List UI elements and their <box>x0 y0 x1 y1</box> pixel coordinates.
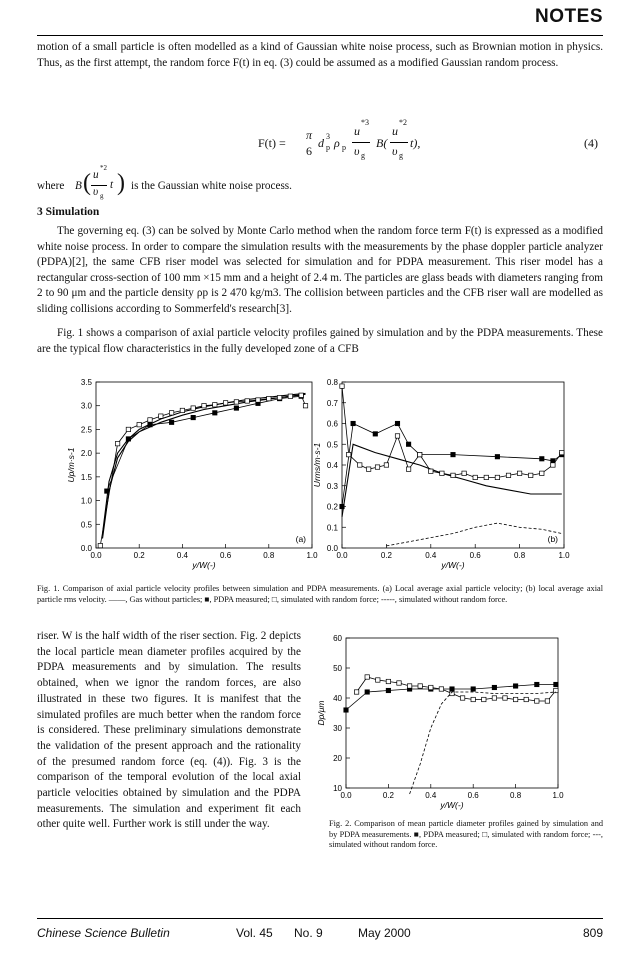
fig1b-marker <box>395 421 399 425</box>
fig1a-y-tick-label: 3.5 <box>80 378 92 387</box>
fig1b-marker <box>560 450 564 454</box>
fig1a-marker <box>234 406 238 410</box>
fig2-marker <box>429 685 433 689</box>
fig1b-y-tick-label: 0.6 <box>326 419 338 429</box>
fig2-marker <box>407 684 411 688</box>
fig2-marker <box>503 696 507 700</box>
fig2-marker <box>386 679 390 683</box>
fig2-marker <box>535 682 539 686</box>
fig1b-marker <box>506 473 510 477</box>
eq-vg-2: υ <box>392 144 398 158</box>
fig1a-y-tick-label: 2.5 <box>80 425 92 435</box>
fig1b-marker <box>495 475 499 479</box>
fig1b-y-tick-label: 0.8 <box>326 378 338 387</box>
where-u-sup: *2 <box>100 164 107 172</box>
fig1a-marker <box>299 393 303 397</box>
eq-frac-bar-1 <box>352 142 370 143</box>
fig1a-y-tick-label: 1.5 <box>80 472 92 482</box>
fig1b-marker <box>395 434 399 438</box>
fig1a-marker <box>213 403 217 407</box>
fig1b-marker <box>451 452 455 456</box>
eq-vg-sub: g <box>361 151 365 160</box>
fig1b-marker <box>418 452 422 456</box>
fig2-x-tick-label: 0.8 <box>510 791 522 800</box>
footer-journal: Chinese Science Bulletin <box>37 926 170 940</box>
fig1a-marker <box>159 414 163 418</box>
fig2-marker <box>418 684 422 688</box>
fig2-marker <box>535 699 539 703</box>
fig1a-marker <box>288 394 292 398</box>
fig1a-y-tick-label: 2.0 <box>80 449 92 459</box>
fig1b-marker <box>473 475 477 479</box>
eq-u3-sup: *3 <box>361 118 369 127</box>
fig1b-y-tick-label: 0.1 <box>326 523 338 533</box>
fig1b-x-tick-label: 0.8 <box>514 551 526 560</box>
fig1b-marker <box>540 457 544 461</box>
eq-u2: u <box>392 124 398 138</box>
fig1b-marker <box>340 504 344 508</box>
fig1a-marker <box>105 489 109 493</box>
section-title: 3 Simulation <box>37 206 100 218</box>
fig1a-marker <box>303 404 307 408</box>
fig1b-marker <box>551 463 555 467</box>
fig2-marker <box>513 697 517 701</box>
fig1a-marker <box>277 395 281 399</box>
fig2-marker <box>482 697 486 701</box>
fig1a-marker <box>126 427 130 431</box>
fig2-x-tick-label: 1.0 <box>552 791 564 800</box>
fig1a-marker <box>213 411 217 415</box>
fig1b-y-tick-label: 0.3 <box>326 481 338 491</box>
fig1-caption: Fig. 1. Comparison of axial particle velocity profiles between simulation and PDPA measurements. (a) Local average axial particle velocity; (b) local average axial particle rms velocity. ——, Gas without particles; ■, PDPA measured; □, simulated with random force; -----, simulated without random force. <box>37 584 603 604</box>
fig2-marker <box>513 684 517 688</box>
page-header-title: NOTES <box>535 6 603 27</box>
fig2-marker <box>545 699 549 703</box>
fig1b-marker <box>375 465 379 469</box>
eq-six: 6 <box>306 144 312 158</box>
eq-number: (4) <box>584 136 598 150</box>
fig1a-x-tick-label: 0.6 <box>220 551 232 560</box>
fig1b-marker <box>346 452 350 456</box>
paragraph-3: Fig. 1 shows a comparison of axial particle velocity profiles gained by simulation and by the PDPA measurements. These are the typical flow characteristics in the fully developed zone of a CFB <box>37 327 603 355</box>
footer-date: May 2000 <box>358 926 411 940</box>
fig1a-y-tick-label: 1.0 <box>80 496 92 506</box>
fig1b-marker <box>429 469 433 473</box>
fig1b-marker <box>484 475 488 479</box>
fig2-marker <box>460 696 464 700</box>
fig2-x-tick-label: 0.6 <box>467 791 479 800</box>
where-u: u <box>93 169 99 181</box>
where-paren-r: ) <box>117 170 125 196</box>
fig1a-x-tick-label: 1.0 <box>306 551 318 560</box>
fig2-y-axis-label: Dp/μm <box>316 700 326 726</box>
fig1b-marker <box>406 467 410 471</box>
where-v: υ <box>93 186 99 198</box>
fig2-y-tick-label: 60 <box>333 634 342 643</box>
fig1a-x-tick-label: 0.4 <box>176 551 188 560</box>
fig1b-marker <box>440 471 444 475</box>
fig1b-marker <box>351 421 355 425</box>
fig2-marker <box>397 681 401 685</box>
fig2-chart <box>316 630 580 816</box>
fig1b-y-tick-label: 0.0 <box>326 544 338 553</box>
fig1a-marker <box>98 543 102 547</box>
equation-4 <box>258 118 598 172</box>
fig1a-series-line-2 <box>107 396 301 491</box>
where-v-sub: g <box>100 192 104 200</box>
fig2-marker <box>386 688 390 692</box>
fig1b-marker <box>451 473 455 477</box>
fig2-x-tick-label: 0.2 <box>382 791 394 800</box>
fig1b-x-tick-label: 0.6 <box>469 551 481 560</box>
footer-number: No. 9 <box>294 926 323 940</box>
fig2-y-tick-label: 10 <box>333 784 342 793</box>
footer-page: 809 <box>582 926 603 940</box>
fig1b-x-tick-label: 0.4 <box>425 551 437 560</box>
where-t: t <box>110 179 114 191</box>
fig1a-y-tick-label: 0.5 <box>80 520 92 530</box>
where-B: B <box>75 180 82 192</box>
fig1a-marker <box>137 422 141 426</box>
fig1b-marker <box>340 384 344 388</box>
fig1b-series-line-3 <box>386 523 561 546</box>
fig1a-marker <box>202 404 206 408</box>
fig1a-y-axis-label: Up/m·s-1 <box>66 447 76 483</box>
where-clause <box>37 166 603 204</box>
eq-lhs: F(t) = <box>258 136 286 150</box>
fig1b-marker <box>540 471 544 475</box>
fig1a-marker <box>191 406 195 410</box>
fig1b-marker <box>366 467 370 471</box>
fig1a-chart <box>68 376 340 580</box>
fig1a-marker <box>169 411 173 415</box>
fig1b-marker <box>517 471 521 475</box>
fig2-marker <box>365 690 369 694</box>
fig1a-marker <box>191 415 195 419</box>
fig1a-panel-label: (a) <box>295 534 306 544</box>
eq-d-sub: p <box>326 143 330 152</box>
eq-frac-bar-2 <box>390 142 408 143</box>
paragraph-4: riser. W is the half width of the riser section. Fig. 2 depicts the local particle mean diameter profiles acquired by the PDPA measurements and by simulation. The results obtained, when we ignor the random forces, are also illustrated in these two figures. It is manifest that the simulated profiles are much better when the random force is considered. These preliminary simulations demonstrate the validation of the present approach and the rationality of the presumed random force (eq. (4)). Fig. 3 is the comparison of the temporal evolution of the local axial particle velocities obtained by simulation and the PDPA measurements. The simulation and experiment fit each other quite well. Further work is still under the way. <box>37 630 301 831</box>
fig2-x-tick-label: 0.0 <box>340 791 352 800</box>
fig2-series-line-2 <box>410 692 556 794</box>
fig1b-chart <box>312 376 586 580</box>
fig1a-y-tick-label: 3.0 <box>80 401 92 411</box>
fig1b-marker <box>384 463 388 467</box>
eq-vg-sub-2: g <box>399 151 403 160</box>
fig1a-x-tick-label: 0.2 <box>133 551 145 560</box>
fig2-y-tick-label: 50 <box>333 664 342 673</box>
fig1a-x-tick-label: 0.0 <box>90 551 102 560</box>
fig1b-marker <box>495 455 499 459</box>
fig2-y-tick-label: 20 <box>333 754 342 763</box>
fig2-marker <box>471 687 475 691</box>
fig2-y-tick-label: 30 <box>333 724 342 733</box>
fig1a-series-line-0 <box>103 393 306 533</box>
eq-vg: υ <box>354 144 360 158</box>
fig2-marker <box>524 697 528 701</box>
fig2-marker <box>376 678 380 682</box>
fig2-marker <box>492 685 496 689</box>
paragraph-2: The governing eq. (3) can be solved by Monte Carlo method when the random force term F(t) is expressed as a modified white noise process. In order to compare the simulation results with the measurements by the phase doppler particle analyzer (PDPA)[2], the same CFB riser model was selected for simulation and for PDPA measurement. This riser model has a rectangular cross-section of 100 mm ×15 mm and a height of 2.4 m. The particles are glass beads with diameters ranging from 2 to 90 μm and the particle density ρp is 2 470 kg/m3. The collision between particles and the CFB riser wall are modelled as sliding collisions according to Sommerfeld's research[3]. <box>37 225 603 315</box>
fig1b-x-axis-label: y/W(-) <box>441 560 465 570</box>
fig1b-marker <box>406 442 410 446</box>
fig1a-marker <box>115 441 119 445</box>
fig1b-marker <box>529 473 533 477</box>
footer-volume: Vol. 45 <box>236 926 273 940</box>
fig1a-marker <box>256 398 260 402</box>
fig1b-x-tick-label: 0.2 <box>380 551 392 560</box>
fig2-plot-frame <box>346 638 558 788</box>
eq-d: d <box>318 136 324 150</box>
fig2-marker <box>344 708 348 712</box>
header-rule <box>37 35 603 36</box>
fig1b-marker <box>358 463 362 467</box>
fig1a-marker <box>126 437 130 441</box>
fig1a-marker <box>180 408 184 412</box>
fig1a-marker <box>148 418 152 422</box>
fig1b-x-tick-label: 0.0 <box>336 551 348 560</box>
eq-rho-sub: p <box>342 143 346 152</box>
fig2-marker <box>492 696 496 700</box>
fig1b-y-axis-label: Urms/m·s-1 <box>312 442 322 488</box>
fig2-caption: Fig. 2. Comparison of mean particle diameter profiles gained by simulation and by PDPA measurements. ■, PDPA measured; □, simulated with random force; ---, simulated without random force. <box>329 819 603 850</box>
fig1b-y-tick-label: 0.4 <box>326 461 338 470</box>
fig2-marker <box>554 682 558 686</box>
fig2-marker <box>365 675 369 679</box>
eq-B: B( <box>376 136 388 150</box>
fig1b-x-tick-label: 1.0 <box>558 551 570 560</box>
fig1a-x-tick-label: 0.8 <box>263 551 275 560</box>
fig1a-series-line-1 <box>103 394 306 538</box>
fig2-x-tick-label: 0.4 <box>425 791 437 800</box>
eq-d-sup: 3 <box>326 132 330 141</box>
fig1b-marker <box>462 471 466 475</box>
eq-pi: π <box>306 128 313 142</box>
fig2-y-tick-label: 40 <box>333 694 342 703</box>
fig1a-marker <box>223 401 227 405</box>
fig1b-y-tick-label: 0.2 <box>326 502 338 512</box>
fig1b-y-tick-label: 0.7 <box>326 398 338 408</box>
fig1a-marker <box>169 420 173 424</box>
fig1a-marker <box>267 396 271 400</box>
fig2-marker <box>450 687 454 691</box>
where-prefix: where <box>37 180 65 192</box>
eq-u3: u <box>354 124 360 138</box>
fig1a-marker <box>245 399 249 403</box>
where-suffix: is the Gaussian white noise process. <box>131 180 292 192</box>
fig1b-y-tick-label: 0.5 <box>326 440 338 450</box>
fig2-marker <box>471 697 475 701</box>
fig1a-y-tick-label: 0.0 <box>80 544 92 553</box>
fig1a-marker <box>148 422 152 426</box>
fig2-marker <box>354 690 358 694</box>
eq-rho: ρ <box>334 136 340 150</box>
fig1a-series-line-3 <box>100 395 305 545</box>
fig1b-panel-label: (b) <box>547 534 558 544</box>
eq-tail: t), <box>410 136 421 150</box>
paragraph-1: motion of a small particle is often modelled as a kind of Gaussian white noise process, such as Brownian motion in physics. Thus, as the first attempt, the random force F(t) in eq. (3) could be assumed as a modified Gaussian random process. <box>37 41 603 69</box>
fig1a-marker <box>234 400 238 404</box>
where-paren-l: ( <box>83 170 91 196</box>
footer-rule <box>37 918 603 919</box>
fig1b-marker <box>373 432 377 436</box>
fig2-x-axis-label: y/W(-) <box>440 800 464 810</box>
eq-u2-sup: *2 <box>399 118 407 127</box>
fig1a-x-axis-label: y/W(-) <box>192 560 216 570</box>
fig2-marker <box>439 687 443 691</box>
